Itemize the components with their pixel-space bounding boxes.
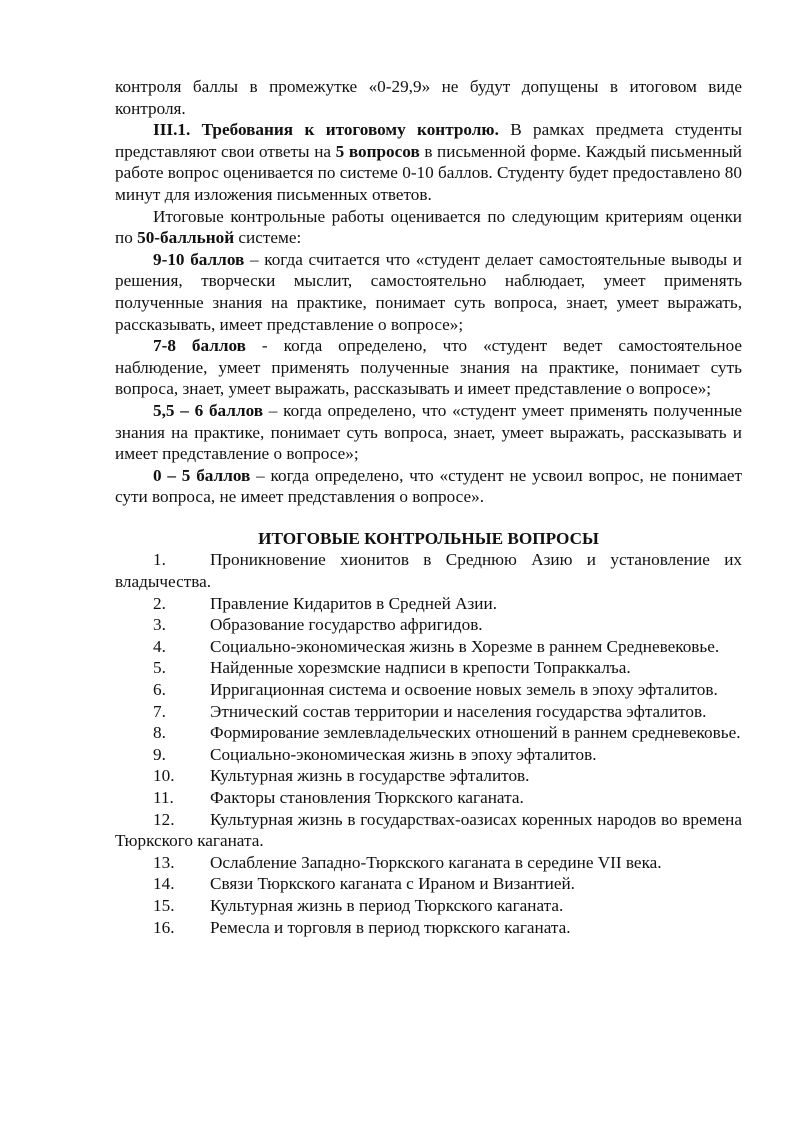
question-text: Связи Тюркского каганата с Ираном и Византией.	[210, 874, 575, 894]
question-text: Правление Кидаритов в Средней Азии.	[210, 593, 498, 613]
question-number: 12.	[153, 809, 175, 829]
question-text: Ирригационная система и освоение новых земель в эпоху эфталитов.	[210, 680, 718, 700]
question-number: 8.	[153, 723, 166, 743]
grade-description: – когда определено, что «студент не усвоил вопрос, не понимает сути вопроса, не имеет представления о вопросе».	[115, 465, 742, 507]
question-number: 13.	[153, 852, 175, 872]
scale-label: 50-балльной	[137, 228, 235, 248]
question-text: Социально-экономическая жизнь в эпоху эфталитов.	[210, 744, 597, 764]
question-item	[115, 593, 742, 615]
question-number: 9.	[153, 744, 166, 764]
question-text: Ремесла и торговля в период тюркского каганата.	[210, 917, 571, 937]
grade-0-5	[115, 465, 742, 508]
grade-label: 0 – 5 баллов	[153, 465, 251, 485]
intro-text: контроля баллы в промежутке «0-29,9» не будут допущены в итоговом виде контроля.	[115, 77, 742, 118]
grade-9-10	[115, 249, 742, 335]
grade-5-6	[115, 400, 742, 465]
grade-description: – когда определено, что «студент умеет применять полученные знания на практике, понимает суть вопроса, знает, умеет выражать, рассказывать и имеет представление о вопросе»;	[115, 400, 742, 464]
question-number: 6.	[153, 680, 166, 700]
question-text: Культурная жизнь в период Тюркского каганата.	[210, 895, 564, 915]
question-item	[115, 787, 742, 809]
question-text: Ослабление Западно-Тюркского каганата в середине VII века.	[210, 852, 662, 872]
question-text: Формирование землевладельческих отношений в раннем средневековье.	[210, 723, 741, 743]
question-text: Социально-экономическая жизнь в Хорезме в раннем Средневековье.	[210, 636, 720, 656]
questions-list	[115, 549, 742, 938]
question-text: Факторы становления Тюркского каганата.	[210, 788, 524, 807]
criteria-text-b: системе:	[234, 228, 302, 248]
question-number: 4.	[153, 636, 166, 656]
question-text: Этнический состав территории и населения государства эфталитов.	[210, 701, 707, 721]
grade-label: 9-10 баллов	[153, 249, 245, 269]
paragraph-requirements	[115, 119, 742, 205]
question-item	[115, 873, 742, 895]
question-number: 10.	[153, 766, 175, 786]
question-text: Образование государство афригидов.	[210, 615, 483, 635]
question-number: 14.	[153, 874, 175, 894]
question-item	[115, 549, 742, 592]
requirements-text-a: В рамках предмета студенты представляют свои ответы на	[115, 120, 742, 161]
question-number: 5.	[153, 658, 166, 678]
question-number: 2.	[153, 593, 166, 613]
question-number: 11.	[153, 788, 174, 807]
question-number: 15.	[153, 895, 175, 915]
question-item	[115, 722, 742, 744]
paragraph-criteria	[115, 206, 742, 249]
question-number: 16.	[153, 917, 175, 937]
question-item	[115, 679, 742, 701]
question-number: 1.	[153, 550, 166, 570]
question-text: Культурная жизнь в государстве эфталитов.	[210, 766, 530, 786]
questions-count: 5 вопросов	[335, 141, 420, 161]
question-number: 7.	[153, 701, 166, 721]
grade-description: – когда считается что «студент делает самостоятельные выводы и решения, творчески мыслит, самостоятельно наблюдает, умеет применять полученные знания на практике, понимает суть вопроса, знает, умеет выражать, рассказывать, имеет представление о вопросе»;	[115, 249, 743, 334]
question-text: Найденные хорезмские надписи в крепости Топраккалъа.	[210, 658, 631, 678]
question-text: Культурная жизнь в государствах-оазисах коренных народов во времена Тюркского каганата.	[115, 809, 742, 851]
requirements-text-b: в письменной форме. Каждый письменный работе вопрос оценивается по системе 0-10 баллов. Студенту будет предоставлено 80 минут для изложения письменных ответов.	[115, 141, 743, 204]
question-item	[115, 636, 742, 658]
questions-heading: ИТОГОВЫЕ КОНТРОЛЬНЫЕ ВОПРОСЫ	[258, 528, 599, 548]
question-item	[115, 657, 742, 679]
section-title: III.1. Требования к итоговому контролю.	[153, 120, 499, 140]
question-item	[115, 744, 742, 766]
paragraph-intro	[115, 76, 742, 119]
question-text: Проникновение хионитов в Среднюю Азию и установление их владычества.	[115, 550, 742, 592]
question-item	[115, 614, 742, 636]
question-item	[115, 809, 742, 852]
question-item	[115, 765, 742, 787]
question-item	[115, 701, 742, 723]
grade-7-8	[115, 335, 742, 400]
question-item	[115, 852, 742, 874]
criteria-text-a: Итоговые контрольные работы оценивается по следующим критериям оценки по	[115, 206, 742, 248]
question-item	[115, 917, 742, 939]
question-item	[115, 895, 742, 917]
grade-label: 7-8 баллов	[153, 336, 246, 356]
grade-label: 5,5 – 6 баллов	[153, 400, 264, 420]
question-number: 3.	[153, 615, 166, 635]
grade-description: - когда определено, что «студент ведет самостоятельное наблюдение, умеет применять полученные знания на практике, понимает суть вопроса, знает, умеет выражать, рассказывать и имеет представление о вопросе»;	[115, 336, 743, 399]
